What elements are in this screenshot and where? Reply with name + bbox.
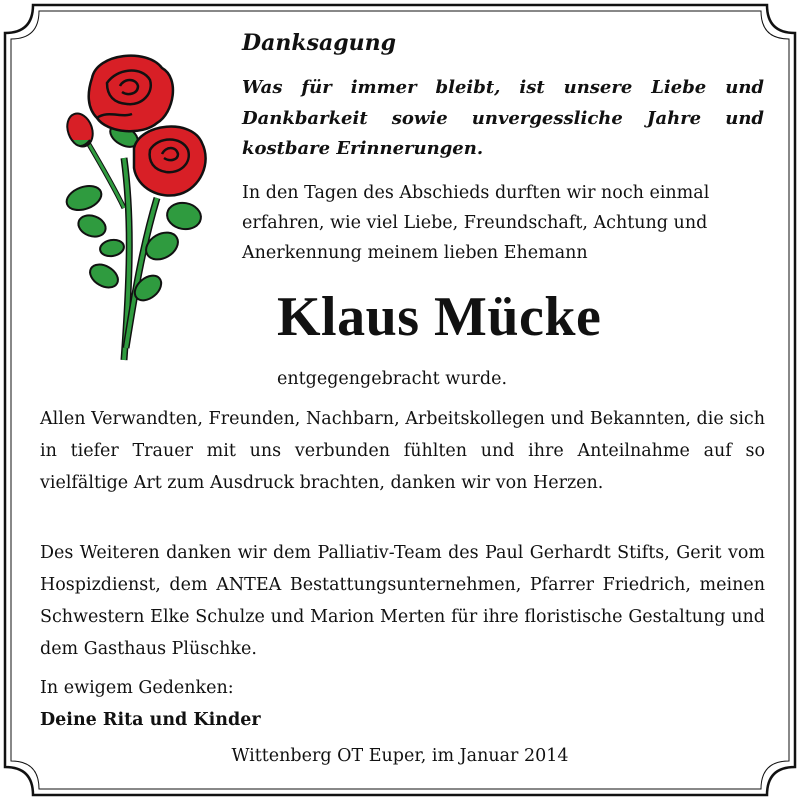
closing-line: In ewigem Gedenken:: [40, 678, 234, 698]
intro-text: In den Tagen des Abschieds durften wir noch einmal erfahren, wie viel Liebe, Freundschaft, Achtung und Anerkennung meinem lieben Ehemann: [242, 183, 710, 263]
further-thanks-paragraph: Des Weiteren danken wir dem Palliativ-Team des Paul Gerhardt Stifts, Gerit vom Hospizdienst, dem ANTEA Bestattungsunternehmen, Pfarrer Friedrich, meinen Schwestern Elke Schulze und Marion Merten für ihre floristische Gestaltung und dem Gasthaus Plüschke.: [40, 543, 765, 659]
place-date: Wittenberg OT Euper, im Januar 2014: [231, 746, 569, 766]
after-name-text: entgegengebracht wurde.: [277, 369, 508, 389]
memorial-quote: Was für immer bleibt, ist unsere Liebe und Dankbarkeit sowie unvergessliche Jahre und kostbare Erinnerungen.: [242, 77, 764, 159]
deceased-name: Klaus Mücke: [277, 286, 602, 348]
closing-block: [40, 672, 261, 736]
thanks-paragraph: Allen Verwandten, Freunden, Nachbarn, Arbeitskollegen und Bekannten, die sich in tiefer Trauer mit uns verbunden fühlten und ihre Anteilnahme auf so vielfältige Art zum Ausdruck brachten, danken wir von Herzen.: [40, 409, 765, 493]
notice-heading: Danksagung: [242, 30, 396, 56]
signature: Deine Rita und Kinder: [40, 710, 261, 730]
rose-illustration-icon: [62, 48, 232, 368]
